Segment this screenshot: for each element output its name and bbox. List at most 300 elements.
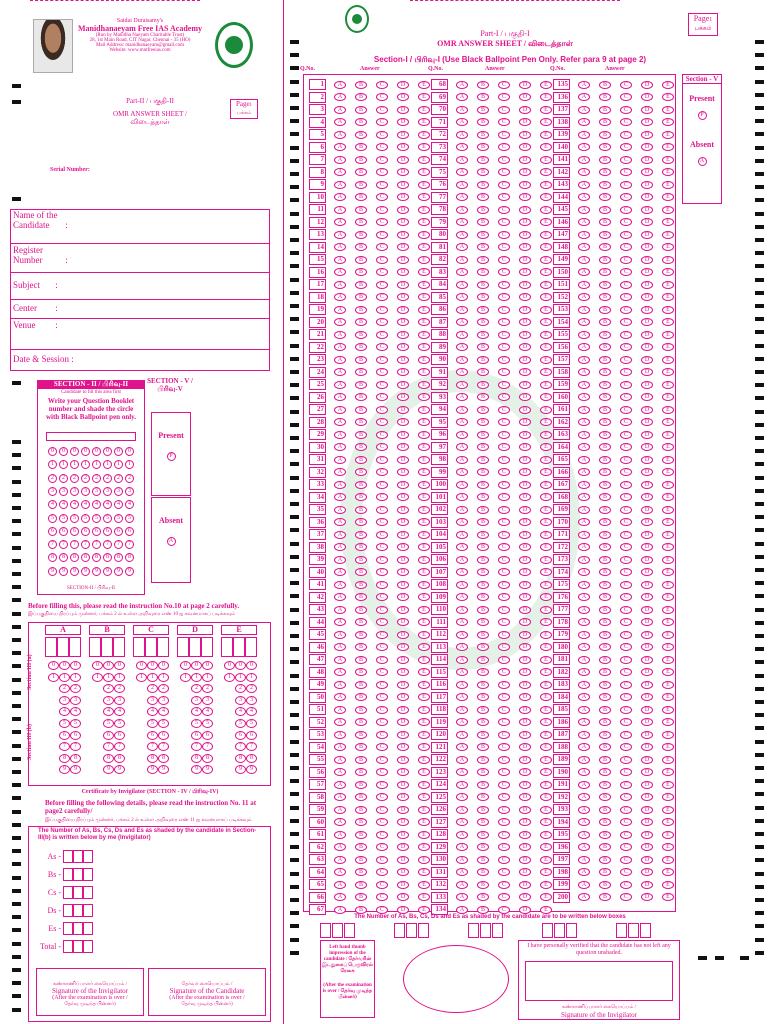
answer-bubble[interactable]: D <box>397 143 409 151</box>
count-row-boxes[interactable] <box>63 886 93 899</box>
answer-bubble[interactable]: E <box>418 81 430 89</box>
answer-bubble[interactable]: B <box>599 156 611 164</box>
answer-bubble[interactable]: B <box>477 181 489 189</box>
answer-bubble[interactable]: E <box>662 843 674 851</box>
answer-bubble[interactable]: D <box>519 106 531 114</box>
answer-bubble[interactable]: B <box>599 806 611 814</box>
section-3-bubble[interactable]: 9 <box>158 765 169 774</box>
answer-bubble[interactable]: C <box>376 843 388 851</box>
answer-bubble[interactable]: C <box>620 193 632 201</box>
answer-bubble[interactable]: A <box>334 606 346 614</box>
answer-bubble[interactable]: C <box>376 481 388 489</box>
answer-bubble[interactable]: E <box>418 431 430 439</box>
answer-bubble[interactable]: B <box>477 818 489 826</box>
answer-bubble[interactable]: E <box>540 93 552 101</box>
answer-bubble[interactable]: B <box>477 206 489 214</box>
answer-bubble[interactable]: B <box>477 281 489 289</box>
answer-bubble[interactable]: A <box>334 168 346 176</box>
answer-bubble[interactable]: D <box>641 318 653 326</box>
answer-bubble[interactable]: A <box>456 531 468 539</box>
answer-bubble[interactable]: D <box>519 343 531 351</box>
center-field[interactable] <box>10 301 270 319</box>
answer-bubble[interactable]: D <box>641 718 653 726</box>
digit-bubble[interactable]: 6 <box>125 527 134 536</box>
booklet-number-boxes[interactable] <box>46 432 136 441</box>
answer-bubble[interactable]: A <box>334 906 346 914</box>
answer-bubble[interactable]: B <box>599 593 611 601</box>
answer-bubble[interactable]: D <box>519 881 531 889</box>
answer-bubble[interactable]: E <box>662 631 674 639</box>
answer-bubble[interactable]: A <box>334 406 346 414</box>
answer-bubble[interactable]: E <box>540 768 552 776</box>
section-3-bubble[interactable]: 8 <box>70 754 81 763</box>
digit-bubble[interactable]: 8 <box>81 553 90 562</box>
section-3-bubble[interactable]: 1 <box>59 673 70 682</box>
answer-bubble[interactable]: E <box>662 643 674 651</box>
answer-bubble[interactable]: C <box>620 606 632 614</box>
answer-bubble[interactable]: E <box>540 506 552 514</box>
answer-bubble[interactable]: A <box>578 831 590 839</box>
count-row-boxes[interactable] <box>63 922 93 935</box>
answer-bubble[interactable]: E <box>540 206 552 214</box>
digit-bubble[interactable]: 5 <box>125 514 134 523</box>
answer-bubble[interactable]: C <box>376 556 388 564</box>
section-3-bubble[interactable]: 6 <box>158 731 169 740</box>
digit-bubble[interactable]: 1 <box>125 460 134 469</box>
answer-bubble[interactable]: C <box>620 593 632 601</box>
answer-bubble[interactable]: C <box>620 156 632 164</box>
answer-bubble[interactable]: B <box>599 131 611 139</box>
answer-bubble[interactable]: C <box>376 118 388 126</box>
answer-bubble[interactable]: B <box>599 443 611 451</box>
answer-bubble[interactable]: E <box>540 193 552 201</box>
answer-bubble[interactable]: B <box>355 456 367 464</box>
answer-bubble[interactable]: A <box>456 831 468 839</box>
answer-bubble[interactable]: C <box>498 656 510 664</box>
answer-bubble[interactable]: D <box>397 193 409 201</box>
answer-bubble[interactable]: A <box>578 656 590 664</box>
section-3-bubble[interactable]: 7 <box>246 742 257 751</box>
section-3-write-cells[interactable] <box>133 637 169 657</box>
answer-bubble[interactable]: B <box>355 243 367 251</box>
answer-bubble[interactable]: D <box>519 618 531 626</box>
answer-bubble[interactable]: E <box>662 681 674 689</box>
section-3-bubble[interactable]: 4 <box>147 707 158 716</box>
section-3-bubble[interactable]: 2 <box>70 684 81 693</box>
answer-bubble[interactable]: A <box>334 243 346 251</box>
answer-bubble[interactable]: A <box>334 743 346 751</box>
answer-bubble[interactable]: A <box>578 693 590 701</box>
answer-bubble[interactable]: B <box>599 206 611 214</box>
answer-bubble[interactable]: A <box>578 456 590 464</box>
answer-bubble[interactable]: B <box>355 731 367 739</box>
answer-bubble[interactable]: C <box>376 143 388 151</box>
digit-bubble[interactable]: 3 <box>103 487 112 496</box>
digit-bubble[interactable]: 6 <box>70 527 79 536</box>
answer-bubble[interactable]: B <box>599 893 611 901</box>
section-3-bubble[interactable]: 1 <box>246 673 257 682</box>
digit-bubble[interactable]: 7 <box>59 540 68 549</box>
answer-bubble[interactable]: A <box>456 631 468 639</box>
section-3-bubble[interactable]: 9 <box>202 765 213 774</box>
answer-bubble[interactable]: C <box>376 256 388 264</box>
answer-bubble[interactable]: C <box>376 706 388 714</box>
answer-bubble[interactable]: C <box>620 706 632 714</box>
answer-bubble[interactable]: E <box>540 781 552 789</box>
answer-bubble[interactable]: E <box>418 581 430 589</box>
answer-bubble[interactable]: D <box>641 681 653 689</box>
answer-bubble[interactable]: B <box>477 493 489 501</box>
answer-bubble[interactable]: C <box>498 431 510 439</box>
answer-bubble[interactable]: E <box>540 693 552 701</box>
answer-bubble[interactable]: A <box>578 806 590 814</box>
answer-bubble[interactable]: D <box>641 281 653 289</box>
answer-bubble[interactable]: D <box>519 256 531 264</box>
answer-bubble[interactable]: D <box>519 418 531 426</box>
answer-bubble[interactable]: E <box>418 681 430 689</box>
answer-bubble[interactable]: A <box>456 431 468 439</box>
answer-bubble[interactable]: D <box>641 518 653 526</box>
answer-bubble[interactable]: A <box>334 556 346 564</box>
answer-bubble[interactable]: D <box>397 581 409 589</box>
answer-bubble[interactable]: E <box>662 306 674 314</box>
answer-bubble[interactable]: E <box>540 543 552 551</box>
digit-bubble[interactable]: 4 <box>114 500 123 509</box>
answer-bubble[interactable]: C <box>376 906 388 914</box>
answer-bubble[interactable]: E <box>662 556 674 564</box>
section-3-bubble[interactable]: 8 <box>103 754 114 763</box>
answer-bubble[interactable]: C <box>498 393 510 401</box>
answer-bubble[interactable]: C <box>376 743 388 751</box>
answer-bubble[interactable]: C <box>498 106 510 114</box>
answer-bubble[interactable]: A <box>578 481 590 489</box>
answer-bubble[interactable]: D <box>397 231 409 239</box>
invigilator-signature-box[interactable] <box>36 968 144 1016</box>
answer-bubble[interactable]: C <box>498 718 510 726</box>
answer-bubble[interactable]: D <box>397 368 409 376</box>
answer-bubble[interactable]: E <box>540 331 552 339</box>
answer-bubble[interactable]: B <box>599 293 611 301</box>
digit-bubble[interactable]: 0 <box>48 447 57 456</box>
answer-bubble[interactable]: A <box>578 706 590 714</box>
answer-bubble[interactable]: A <box>456 206 468 214</box>
answer-bubble[interactable]: D <box>519 493 531 501</box>
answer-bubble[interactable]: A <box>456 143 468 151</box>
answer-bubble[interactable]: D <box>519 368 531 376</box>
answer-bubble[interactable]: E <box>418 243 430 251</box>
answer-bubble[interactable]: B <box>477 256 489 264</box>
answer-bubble[interactable]: D <box>397 493 409 501</box>
section-3-bubble[interactable]: 1 <box>202 673 213 682</box>
answer-bubble[interactable]: B <box>477 531 489 539</box>
answer-bubble[interactable]: E <box>418 468 430 476</box>
answer-bubble[interactable]: E <box>662 206 674 214</box>
answer-bubble[interactable]: A <box>456 606 468 614</box>
answer-bubble[interactable]: E <box>540 643 552 651</box>
answer-bubble[interactable]: B <box>477 431 489 439</box>
section-3-bubble[interactable]: 4 <box>202 707 213 716</box>
section-3-bubble[interactable]: 2 <box>246 684 257 693</box>
answer-bubble[interactable]: B <box>355 856 367 864</box>
answer-bubble[interactable]: D <box>519 518 531 526</box>
answer-bubble[interactable]: A <box>456 618 468 626</box>
digit-bubble[interactable]: 4 <box>81 500 90 509</box>
answer-bubble[interactable]: B <box>477 768 489 776</box>
answer-bubble[interactable]: A <box>334 531 346 539</box>
answer-bubble[interactable]: B <box>355 668 367 676</box>
answer-bubble[interactable]: A <box>578 381 590 389</box>
answer-bubble[interactable]: C <box>620 531 632 539</box>
section-3-bubble[interactable]: 7 <box>191 742 202 751</box>
answer-bubble[interactable]: D <box>397 781 409 789</box>
answer-bubble[interactable]: C <box>620 793 632 801</box>
answer-bubble[interactable]: E <box>418 568 430 576</box>
section-3-bubble[interactable]: 0 <box>48 661 59 670</box>
section-3-bubble[interactable]: 1 <box>158 673 169 682</box>
answer-bubble[interactable]: A <box>334 681 346 689</box>
answer-bubble[interactable]: C <box>620 468 632 476</box>
answer-bubble[interactable]: C <box>498 743 510 751</box>
answer-bubble[interactable]: C <box>498 443 510 451</box>
section-3-bubble[interactable]: 5 <box>158 719 169 728</box>
count-box[interactable] <box>406 923 417 938</box>
section-3-bubble[interactable]: 8 <box>246 754 257 763</box>
answer-bubble[interactable]: D <box>397 468 409 476</box>
answer-bubble[interactable]: A <box>456 818 468 826</box>
answer-bubble[interactable]: D <box>641 643 653 651</box>
answer-bubble[interactable]: C <box>376 243 388 251</box>
answer-bubble[interactable]: D <box>641 118 653 126</box>
answer-bubble[interactable]: B <box>477 543 489 551</box>
answer-bubble[interactable]: A <box>456 81 468 89</box>
answer-bubble[interactable]: E <box>662 606 674 614</box>
answer-bubble[interactable]: C <box>620 168 632 176</box>
answer-bubble[interactable]: C <box>376 431 388 439</box>
answer-bubble[interactable]: D <box>519 543 531 551</box>
answer-bubble[interactable]: A <box>578 156 590 164</box>
answer-bubble[interactable]: E <box>418 718 430 726</box>
answer-bubble[interactable]: A <box>334 543 346 551</box>
answer-bubble[interactable]: A <box>578 756 590 764</box>
answer-bubble[interactable]: D <box>397 343 409 351</box>
answer-bubble[interactable]: A <box>578 418 590 426</box>
digit-bubble[interactable]: 2 <box>103 474 112 483</box>
answer-bubble[interactable]: C <box>620 681 632 689</box>
answer-bubble[interactable]: D <box>519 331 531 339</box>
answer-bubble[interactable]: E <box>662 393 674 401</box>
answer-bubble[interactable]: B <box>599 606 611 614</box>
answer-bubble[interactable]: C <box>620 418 632 426</box>
answer-bubble[interactable]: B <box>355 131 367 139</box>
answer-bubble[interactable]: C <box>376 456 388 464</box>
answer-bubble[interactable]: C <box>498 831 510 839</box>
answer-bubble[interactable]: B <box>477 706 489 714</box>
section-3-bubble[interactable]: 9 <box>246 765 257 774</box>
answer-bubble[interactable]: B <box>599 356 611 364</box>
answer-bubble[interactable]: C <box>376 606 388 614</box>
answer-bubble[interactable]: D <box>641 493 653 501</box>
answer-bubble[interactable]: E <box>418 256 430 264</box>
answer-bubble[interactable]: B <box>355 706 367 714</box>
answer-bubble[interactable]: E <box>540 106 552 114</box>
answer-bubble[interactable]: A <box>578 718 590 726</box>
answer-bubble[interactable]: A <box>578 356 590 364</box>
answer-bubble[interactable]: D <box>397 756 409 764</box>
answer-bubble[interactable]: E <box>662 743 674 751</box>
section-3-bubble[interactable]: 5 <box>103 719 114 728</box>
answer-bubble[interactable]: B <box>599 818 611 826</box>
answer-bubble[interactable]: D <box>641 768 653 776</box>
answer-bubble[interactable]: A <box>334 281 346 289</box>
answer-bubble[interactable]: D <box>397 881 409 889</box>
answer-bubble[interactable]: E <box>418 281 430 289</box>
count-box[interactable] <box>468 923 479 938</box>
answer-bubble[interactable]: A <box>456 906 468 914</box>
answer-bubble[interactable]: C <box>376 268 388 276</box>
answer-bubble[interactable]: B <box>599 268 611 276</box>
answer-bubble[interactable]: C <box>498 118 510 126</box>
answer-bubble[interactable]: C <box>376 418 388 426</box>
answer-bubble[interactable]: B <box>355 581 367 589</box>
answer-bubble[interactable]: D <box>397 618 409 626</box>
section-3-bubble[interactable]: 1 <box>48 673 59 682</box>
answer-bubble[interactable]: E <box>540 468 552 476</box>
answer-bubble[interactable]: A <box>334 506 346 514</box>
answer-bubble[interactable]: C <box>498 856 510 864</box>
digit-bubble[interactable]: 7 <box>103 540 112 549</box>
answer-bubble[interactable]: C <box>620 281 632 289</box>
answer-bubble[interactable]: B <box>599 868 611 876</box>
answer-bubble[interactable]: A <box>456 543 468 551</box>
answer-bubble[interactable]: B <box>599 93 611 101</box>
section-3-bubble[interactable]: 7 <box>147 742 158 751</box>
answer-bubble[interactable]: D <box>641 243 653 251</box>
answer-bubble[interactable]: D <box>397 681 409 689</box>
answer-bubble[interactable]: C <box>498 218 510 226</box>
count-box[interactable] <box>418 923 429 938</box>
answer-bubble[interactable]: C <box>498 543 510 551</box>
answer-bubble[interactable]: B <box>477 218 489 226</box>
digit-bubble[interactable]: 0 <box>125 447 134 456</box>
answer-bubble[interactable]: D <box>641 406 653 414</box>
answer-bubble[interactable]: C <box>376 643 388 651</box>
answer-bubble[interactable]: D <box>519 431 531 439</box>
answer-bubble[interactable]: D <box>641 293 653 301</box>
section-3-bubble[interactable]: 4 <box>70 707 81 716</box>
answer-bubble[interactable]: E <box>418 618 430 626</box>
answer-bubble[interactable]: E <box>540 581 552 589</box>
answer-bubble[interactable]: A <box>578 393 590 401</box>
answer-bubble[interactable]: D <box>641 168 653 176</box>
answer-bubble[interactable]: A <box>578 318 590 326</box>
answer-bubble[interactable]: B <box>355 343 367 351</box>
answer-bubble[interactable]: C <box>376 618 388 626</box>
answer-bubble[interactable]: E <box>418 531 430 539</box>
section-3-bubble[interactable]: 5 <box>202 719 213 728</box>
register-number-field[interactable] <box>10 245 270 273</box>
answer-bubble[interactable]: C <box>376 218 388 226</box>
answer-bubble[interactable]: A <box>456 856 468 864</box>
answer-bubble[interactable]: E <box>418 318 430 326</box>
answer-bubble[interactable]: C <box>376 393 388 401</box>
answer-bubble[interactable]: D <box>519 743 531 751</box>
answer-bubble[interactable]: D <box>519 668 531 676</box>
answer-bubble[interactable]: E <box>662 481 674 489</box>
answer-bubble[interactable]: C <box>376 756 388 764</box>
answer-bubble[interactable]: E <box>418 381 430 389</box>
digit-bubble[interactable]: 0 <box>81 447 90 456</box>
answer-bubble[interactable]: B <box>477 306 489 314</box>
answer-bubble[interactable]: B <box>599 781 611 789</box>
answer-bubble[interactable]: D <box>397 556 409 564</box>
section-3-bubble[interactable]: 5 <box>70 719 81 728</box>
section-3-bubble[interactable]: 0 <box>202 661 213 670</box>
section-3-bubble[interactable]: 2 <box>103 684 114 693</box>
answer-bubble[interactable]: D <box>397 668 409 676</box>
answer-bubble[interactable]: C <box>498 93 510 101</box>
answer-bubble[interactable]: E <box>418 493 430 501</box>
section-3-bubble[interactable]: 3 <box>103 696 114 705</box>
answer-bubble[interactable]: B <box>355 831 367 839</box>
answer-bubble[interactable]: D <box>519 706 531 714</box>
answer-bubble[interactable]: A <box>334 481 346 489</box>
answer-bubble[interactable]: E <box>662 856 674 864</box>
answer-bubble[interactable]: E <box>418 781 430 789</box>
answer-bubble[interactable]: B <box>477 381 489 389</box>
answer-bubble[interactable]: A <box>456 493 468 501</box>
answer-bubble[interactable]: D <box>519 118 531 126</box>
answer-bubble[interactable]: B <box>599 456 611 464</box>
answer-bubble[interactable]: A <box>456 743 468 751</box>
answer-bubble[interactable]: B <box>599 656 611 664</box>
answer-bubble[interactable]: A <box>456 643 468 651</box>
answer-bubble[interactable]: A <box>456 231 468 239</box>
answer-bubble[interactable]: A <box>334 643 346 651</box>
answer-bubble[interactable]: E <box>662 731 674 739</box>
answer-bubble[interactable]: D <box>641 268 653 276</box>
answer-bubble[interactable]: D <box>519 506 531 514</box>
answer-bubble[interactable]: A <box>334 306 346 314</box>
digit-bubble[interactable]: 8 <box>114 553 123 562</box>
answer-bubble[interactable]: E <box>662 468 674 476</box>
answer-bubble[interactable]: A <box>334 568 346 576</box>
answer-bubble[interactable]: B <box>477 231 489 239</box>
digit-bubble[interactable]: 2 <box>48 474 57 483</box>
answer-bubble[interactable]: C <box>498 206 510 214</box>
answer-bubble[interactable]: D <box>641 131 653 139</box>
answer-bubble[interactable]: C <box>498 131 510 139</box>
answer-bubble[interactable]: A <box>456 118 468 126</box>
answer-bubble[interactable]: E <box>662 456 674 464</box>
answer-bubble[interactable]: C <box>620 143 632 151</box>
digit-bubble[interactable]: 7 <box>125 540 134 549</box>
digit-bubble[interactable]: 8 <box>48 553 57 562</box>
verify-signature-area[interactable] <box>525 961 673 1001</box>
answer-bubble[interactable]: C <box>376 531 388 539</box>
answer-bubble[interactable]: E <box>662 781 674 789</box>
answer-bubble[interactable]: C <box>498 318 510 326</box>
digit-bubble[interactable]: 2 <box>92 474 101 483</box>
section-3-bubble[interactable]: 6 <box>246 731 257 740</box>
answer-bubble[interactable]: B <box>355 393 367 401</box>
answer-bubble[interactable]: A <box>456 393 468 401</box>
answer-bubble[interactable]: B <box>477 156 489 164</box>
digit-bubble[interactable]: 5 <box>48 514 57 523</box>
answer-bubble[interactable]: B <box>599 218 611 226</box>
answer-bubble[interactable]: C <box>620 756 632 764</box>
answer-bubble[interactable]: A <box>334 781 346 789</box>
answer-bubble[interactable]: E <box>418 306 430 314</box>
